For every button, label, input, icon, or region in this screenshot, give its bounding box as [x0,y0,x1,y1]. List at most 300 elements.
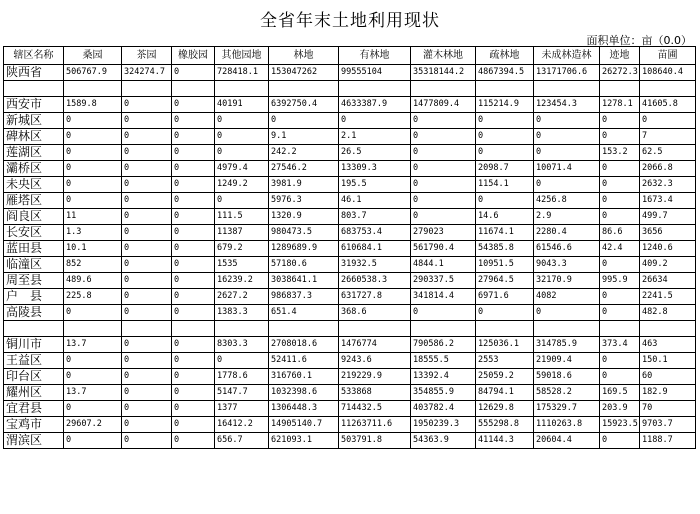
table-cell: 123454.3 [534,97,600,113]
column-header: 桑园 [64,47,122,65]
table-cell: 0 [122,177,172,193]
table-cell: 0 [122,417,172,433]
table-row [4,401,696,417]
table-cell: 4867394.5 [476,65,534,81]
table-cell: 0 [600,433,640,449]
table-cell: 0 [172,305,215,321]
table-cell: 0 [172,417,215,433]
table-cell: 16239.2 [215,273,269,289]
region-name: 未央区 [4,177,64,193]
table-cell: 25059.2 [476,369,534,385]
table-row [4,81,696,97]
table-cell: 0 [172,65,215,81]
table-cell: 0 [411,209,476,225]
table-cell: 242.2 [269,145,339,161]
table-cell: 6392750.4 [269,97,339,113]
table-cell: 0 [600,289,640,305]
region-name: 宝鸡市 [4,417,64,433]
table-cell: 10.1 [64,241,122,257]
table-cell: 99555104 [339,65,411,81]
table-cell: 2280.4 [534,225,600,241]
table-cell: 533868 [339,385,411,401]
table-cell [640,81,696,97]
table-cell: 2.1 [339,129,411,145]
table-cell: 225.8 [64,289,122,305]
table-cell: 18555.5 [411,353,476,369]
table-cell [600,321,640,337]
table-cell: 1673.4 [640,193,696,209]
column-header: 灌木林地 [411,47,476,65]
table-cell: 373.4 [600,337,640,353]
table-cell: 54363.9 [411,433,476,449]
table-cell [600,81,640,97]
column-header: 茶园 [122,47,172,65]
table-cell: 62.5 [640,145,696,161]
header-row [4,47,696,65]
table-cell: 656.7 [215,433,269,449]
table-cell: 2708018.6 [269,337,339,353]
table-cell: 482.8 [640,305,696,321]
table-cell: 790586.2 [411,337,476,353]
table-cell: 0 [600,257,640,273]
table-cell: 3038641.1 [269,273,339,289]
table-cell: 679.2 [215,241,269,257]
region-name: 长安区 [4,225,64,241]
table-cell: 621093.1 [269,433,339,449]
table-cell: 0 [64,401,122,417]
table-cell: 0 [122,273,172,289]
table-cell: 314785.9 [534,337,600,353]
table-cell: 0 [64,145,122,161]
table-cell: 0 [534,113,600,129]
table-cell: 0 [64,177,122,193]
table-cell: 41144.3 [476,433,534,449]
table-cell: 995.9 [600,273,640,289]
table-cell: 1110263.8 [534,417,600,433]
table-cell: 29607.2 [64,417,122,433]
table-cell: 13171706.6 [534,65,600,81]
table-cell: 0 [600,129,640,145]
table-cell: 368.6 [339,305,411,321]
region-name: 雁塔区 [4,193,64,209]
column-header: 橡胶园 [172,47,215,65]
table-cell: 0 [476,305,534,321]
table-cell: 0 [600,113,640,129]
table-cell: 1.3 [64,225,122,241]
table-cell: 0 [122,337,172,353]
table-cell: 0 [534,145,600,161]
table-cell: 9243.6 [339,353,411,369]
table-cell: 57180.6 [269,257,339,273]
table-cell: 1477809.4 [411,97,476,113]
table-cell [339,81,411,97]
table-cell: 41605.8 [640,97,696,113]
table-cell: 0 [534,177,600,193]
table-cell: 219229.9 [339,369,411,385]
table-cell: 610684.1 [339,241,411,257]
table-cell: 0 [172,193,215,209]
table-cell [64,81,122,97]
table-cell: 2066.8 [640,161,696,177]
table-row [4,97,696,113]
table-cell: 9703.7 [640,417,696,433]
table-row [4,257,696,273]
table-row [4,385,696,401]
table-cell [339,321,411,337]
table-cell: 70 [640,401,696,417]
table-cell: 0 [534,129,600,145]
column-header: 其他园地 [215,47,269,65]
table-cell: 14.6 [476,209,534,225]
region-name: 铜川市 [4,337,64,353]
table-row [4,65,696,81]
table-cell: 153047262 [269,65,339,81]
table-cell: 0 [172,145,215,161]
table-cell: 0 [64,129,122,145]
table-row [4,305,696,321]
unit-label: 面积单位：亩（0.0） [586,34,692,47]
table-cell: 555298.8 [476,417,534,433]
table-cell: 2553 [476,353,534,369]
table-cell: 35318144.2 [411,65,476,81]
table-cell: 499.7 [640,209,696,225]
table-cell: 0 [64,369,122,385]
table-cell: 0 [122,305,172,321]
table-cell: 714432.5 [339,401,411,417]
table-cell: 0 [64,433,122,449]
table-cell: 0 [215,129,269,145]
column-header: 疏林地 [476,47,534,65]
region-name [4,81,64,97]
table-cell: 341814.4 [411,289,476,305]
region-name: 碑林区 [4,129,64,145]
table-cell: 0 [172,177,215,193]
table-cell [172,81,215,97]
table-cell: 0 [122,129,172,145]
table-cell [269,81,339,97]
table-cell: 42.4 [600,241,640,257]
table-cell: 0 [411,129,476,145]
table-cell: 4082 [534,289,600,305]
region-name: 渭滨区 [4,433,64,449]
table-cell: 1289689.9 [269,241,339,257]
table-cell: 0 [534,305,600,321]
table-cell: 153.2 [600,145,640,161]
table-row [4,177,696,193]
table-cell: 26272.3 [600,65,640,81]
table-cell: 1950239.3 [411,417,476,433]
column-header: 迹地 [600,47,640,65]
table-cell: 0 [172,353,215,369]
table-cell: 0 [122,225,172,241]
table-cell: 86.6 [600,225,640,241]
region-name: 印台区 [4,369,64,385]
region-name: 阎良区 [4,209,64,225]
table-cell: 59018.6 [534,369,600,385]
table-cell: 11387 [215,225,269,241]
table-cell: 0 [600,369,640,385]
table-cell: 0 [172,385,215,401]
table-cell: 324274.7 [122,65,172,81]
table-cell: 40191 [215,97,269,113]
table-cell: 503791.8 [339,433,411,449]
region-name: 临潼区 [4,257,64,273]
table-cell: 0 [172,289,215,305]
table-cell: 0 [64,305,122,321]
table-cell: 0 [411,161,476,177]
table-cell: 409.2 [640,257,696,273]
table-cell: 0 [122,241,172,257]
table-cell: 84794.1 [476,385,534,401]
table-cell: 0 [476,113,534,129]
table-cell: 852 [64,257,122,273]
region-name: 蓝田县 [4,241,64,257]
table-cell: 0 [64,113,122,129]
table-row [4,353,696,369]
table-cell: 683753.4 [339,225,411,241]
table-cell: 0 [172,225,215,241]
table-cell: 11263711.6 [339,417,411,433]
table-cell: 463 [640,337,696,353]
table-cell: 0 [476,193,534,209]
table-cell: 1778.6 [215,369,269,385]
table-cell: 61546.6 [534,241,600,257]
table-cell: 0 [122,385,172,401]
table-cell: 150.1 [640,353,696,369]
region-name: 莲湖区 [4,145,64,161]
column-header: 苗圃 [640,47,696,65]
table-cell: 111.5 [215,209,269,225]
table-cell: 986837.3 [269,289,339,305]
table-cell: 0 [172,113,215,129]
table-cell: 0 [476,129,534,145]
table-cell: 26.5 [339,145,411,161]
table-cell: 4979.4 [215,161,269,177]
table-cell: 3981.9 [269,177,339,193]
table-cell: 0 [172,337,215,353]
table-cell: 0 [215,193,269,209]
region-name: 高陵县 [4,305,64,321]
column-header: 未成林造林 [534,47,600,65]
table-cell: 0 [172,97,215,113]
table-cell: 1249.2 [215,177,269,193]
table-cell: 0 [172,433,215,449]
table-cell: 0 [64,161,122,177]
table-cell: 0 [122,193,172,209]
table-cell: 1240.6 [640,241,696,257]
table-row [4,241,696,257]
region-name: 西安市 [4,97,64,113]
table-cell [476,321,534,337]
table-cell: 2632.3 [640,177,696,193]
table-cell: 0 [215,145,269,161]
table-cell: 2098.7 [476,161,534,177]
table-cell: 980473.5 [269,225,339,241]
table-cell: 0 [122,401,172,417]
table-cell: 5147.7 [215,385,269,401]
table-cell: 0 [172,401,215,417]
table-cell: 26634 [640,273,696,289]
region-name: 灞桥区 [4,161,64,177]
table-cell [122,321,172,337]
table-cell: 4633387.9 [339,97,411,113]
region-name: 宜君县 [4,401,64,417]
table-row [4,321,696,337]
table-cell: 0 [172,129,215,145]
table-cell: 0 [172,369,215,385]
table-cell: 1377 [215,401,269,417]
table-cell: 0 [122,209,172,225]
table-cell: 31932.5 [339,257,411,273]
table-cell: 175329.7 [534,401,600,417]
table-row [4,145,696,161]
table-cell: 651.4 [269,305,339,321]
table-cell: 27964.5 [476,273,534,289]
table-cell: 0 [339,113,411,129]
table-cell: 125036.1 [476,337,534,353]
table-cell: 403782.4 [411,401,476,417]
table-cell: 489.6 [64,273,122,289]
table-row [4,369,696,385]
table-cell: 0 [172,273,215,289]
region-name: 周至县 [4,273,64,289]
table-cell: 0 [269,113,339,129]
table-cell: 182.9 [640,385,696,401]
table-cell [122,81,172,97]
table-cell: 7 [640,129,696,145]
table-cell: 0 [600,353,640,369]
table-cell: 0 [476,145,534,161]
table-row [4,113,696,129]
table-cell: 1278.1 [600,97,640,113]
table-cell: 0 [411,305,476,321]
table-cell: 13.7 [64,337,122,353]
table-cell [215,81,269,97]
table-cell: 13392.4 [411,369,476,385]
table-cell: 0 [172,257,215,273]
table-cell: 0 [411,193,476,209]
table-cell: 58528.2 [534,385,600,401]
table-cell: 1535 [215,257,269,273]
table-row [4,417,696,433]
table-cell: 354855.9 [411,385,476,401]
table-cell: 169.5 [600,385,640,401]
table-cell [269,321,339,337]
table-cell: 0 [122,369,172,385]
table-cell: 0 [600,161,640,177]
table-row [4,209,696,225]
table-cell: 3656 [640,225,696,241]
table-cell: 803.7 [339,209,411,225]
table-cell: 0 [122,353,172,369]
table-cell: 13309.3 [339,161,411,177]
table-row [4,225,696,241]
table-cell [411,321,476,337]
table-cell [476,81,534,97]
table-cell [534,81,600,97]
table-cell: 1188.7 [640,433,696,449]
table-cell: 2241.5 [640,289,696,305]
region-name: 户 县 [4,289,64,305]
table-cell: 0 [122,289,172,305]
table-cell: 6971.6 [476,289,534,305]
table-cell: 0 [122,161,172,177]
table-cell [172,321,215,337]
table-cell: 13.7 [64,385,122,401]
table-cell: 27546.2 [269,161,339,177]
table-cell: 203.9 [600,401,640,417]
table-cell: 316760.1 [269,369,339,385]
table-cell: 0 [122,257,172,273]
table-cell: 0 [411,177,476,193]
table-cell: 8303.3 [215,337,269,353]
region-name: 新城区 [4,113,64,129]
table-cell: 10071.4 [534,161,600,177]
table-cell: 0 [122,113,172,129]
table-cell: 1589.8 [64,97,122,113]
table-cell: 16412.2 [215,417,269,433]
table-cell: 21909.4 [534,353,600,369]
table-cell: 108640.4 [640,65,696,81]
table-cell: 0 [64,353,122,369]
table-row [4,433,696,449]
table-cell: 0 [600,193,640,209]
table-cell: 0 [411,145,476,161]
table-cell: 2.9 [534,209,600,225]
table-row [4,129,696,145]
table-cell: 2660538.3 [339,273,411,289]
table-cell: 290337.5 [411,273,476,289]
table-cell: 1306448.3 [269,401,339,417]
table-cell: 4256.8 [534,193,600,209]
column-header: 有林地 [339,47,411,65]
table-cell: 4844.1 [411,257,476,273]
table-cell: 0 [411,113,476,129]
land-use-table [3,46,696,449]
table-cell: 0 [172,209,215,225]
table-cell [64,321,122,337]
table-cell: 11674.1 [476,225,534,241]
table-cell: 0 [172,161,215,177]
table-cell: 0 [215,113,269,129]
table-cell: 0 [64,193,122,209]
table-cell: 54385.8 [476,241,534,257]
table-cell: 12629.8 [476,401,534,417]
table-cell: 0 [172,241,215,257]
table-cell: 506767.9 [64,65,122,81]
table-cell: 5976.3 [269,193,339,209]
table-row [4,337,696,353]
table-cell: 0 [122,145,172,161]
table-cell: 11 [64,209,122,225]
region-name [4,321,64,337]
table-cell: 279023 [411,225,476,241]
table-cell: 60 [640,369,696,385]
table-cell: 1154.1 [476,177,534,193]
table-cell: 561790.4 [411,241,476,257]
table-cell: 0 [600,209,640,225]
table-cell: 728418.1 [215,65,269,81]
table-cell: 10951.5 [476,257,534,273]
table-cell: 32170.9 [534,273,600,289]
table-cell: 14905140.7 [269,417,339,433]
table-cell: 115214.9 [476,97,534,113]
table-cell: 15923.5 [600,417,640,433]
table-cell: 0 [122,433,172,449]
table-cell: 0 [600,305,640,321]
table-cell [215,321,269,337]
region-name: 陕西省 [4,65,64,81]
